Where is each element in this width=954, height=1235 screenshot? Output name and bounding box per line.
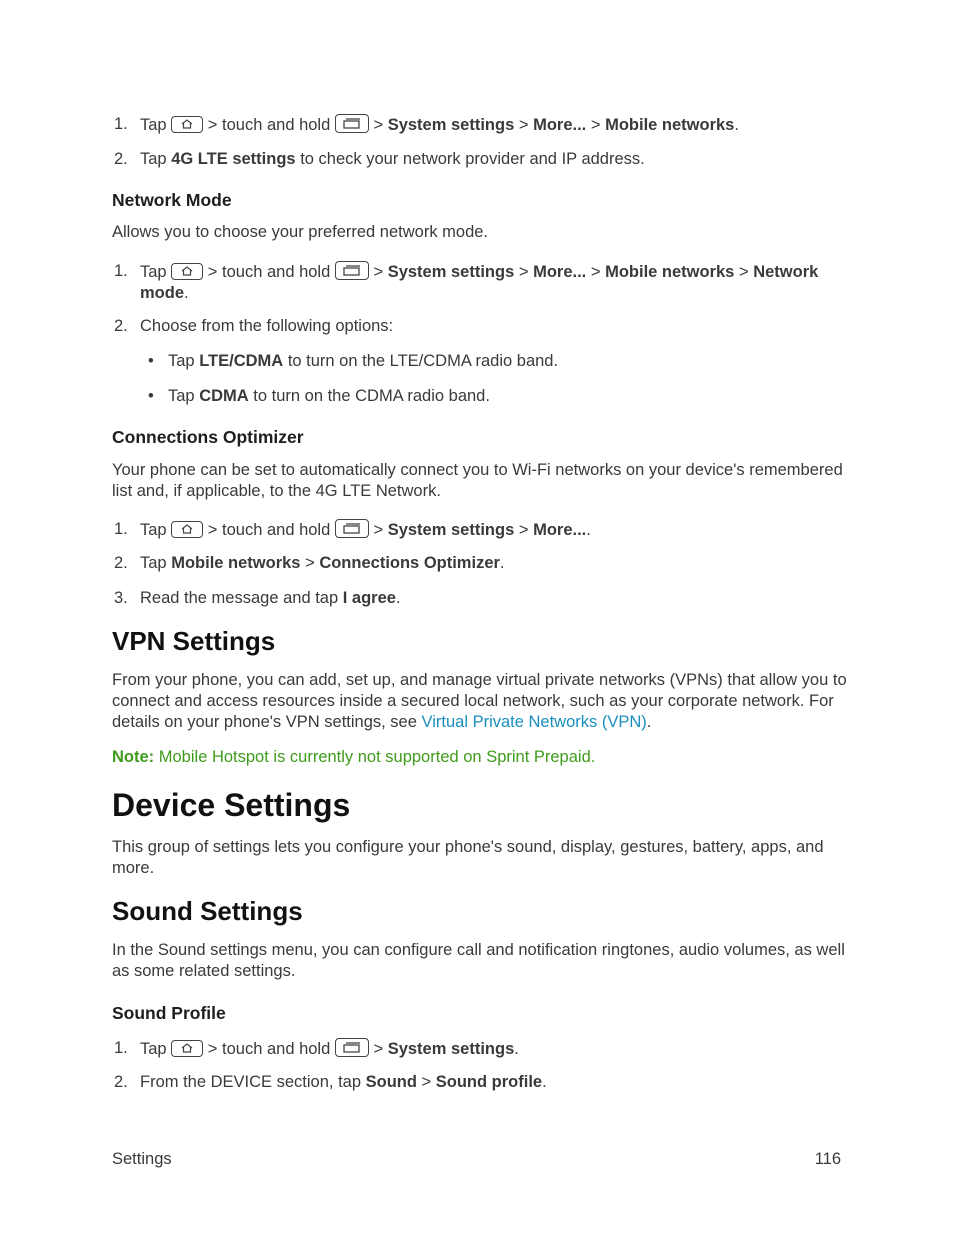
menu-path-4g-lte-settings: 4G LTE settings <box>171 150 296 168</box>
section-heading-sound-profile: Sound Profile <box>112 1003 226 1023</box>
section-heading-network-mode: Network Mode <box>112 190 232 210</box>
separator: > <box>373 1040 384 1058</box>
punctuation: . <box>542 1073 547 1091</box>
bullet-icon: • <box>148 387 154 405</box>
step-text: > touch and hold <box>207 263 331 281</box>
punctuation: . <box>734 116 739 134</box>
list-item <box>112 316 852 337</box>
recent-apps-icon <box>335 1038 369 1057</box>
paragraph: Your phone can be set to automatically connect you to Wi-Fi networks on your device's remembered list and, if applicable, to the 4G LTE Network. <box>112 461 843 500</box>
list-item <box>112 1038 852 1060</box>
separator: > <box>738 263 749 281</box>
bullet-item <box>148 386 848 407</box>
menu-path-system-settings: System settings <box>387 116 515 134</box>
step-text: Tap <box>168 352 195 370</box>
separator: > <box>518 116 529 134</box>
separator: > <box>518 521 529 539</box>
section-heading-connections-optimizer: Connections Optimizer <box>112 427 304 447</box>
separator: > <box>373 521 384 539</box>
section-heading-sound-settings: Sound Settings <box>112 896 303 926</box>
step-text: From the DEVICE section, tap <box>140 1073 362 1091</box>
list-item <box>112 588 852 609</box>
list-item <box>112 114 852 136</box>
recent-apps-icon <box>335 261 369 280</box>
separator: > <box>590 116 601 134</box>
vpn-link[interactable]: Virtual Private Networks (VPN) <box>421 713 647 731</box>
step-number: 2. <box>114 150 128 168</box>
paragraph: This group of settings lets you configure your phone's sound, display, gestures, battery, apps, and more. <box>112 838 824 877</box>
menu-path-mobile-networks: Mobile networks <box>171 554 301 572</box>
step-number: 2. <box>114 317 128 335</box>
paragraph: Allows you to choose your preferred network mode. <box>112 223 489 241</box>
list-item <box>112 261 852 304</box>
option-cdma: CDMA <box>199 387 249 405</box>
list-item <box>112 1072 852 1093</box>
step-text: Tap <box>140 263 167 281</box>
step-text: Tap <box>140 554 167 572</box>
page-heading-device-settings: Device Settings <box>112 787 351 823</box>
home-icon <box>171 263 203 280</box>
step-text: to turn on the CDMA radio band. <box>253 387 490 405</box>
bullet-item <box>148 351 848 372</box>
bullet-icon: • <box>148 352 154 370</box>
list-item <box>112 519 852 541</box>
step-text: > touch and hold <box>207 521 331 539</box>
step-text: to turn on the LTE/CDMA radio band. <box>287 352 559 370</box>
step-text: Tap <box>140 116 167 134</box>
menu-path-connections-optimizer: Connections Optimizer <box>319 554 500 572</box>
menu-path-more: More... <box>533 263 587 281</box>
step-number: 1. <box>114 262 128 280</box>
note-text: Mobile Hotspot is currently not supported on Sprint Prepaid. <box>158 748 596 766</box>
menu-path-system-settings: System settings <box>387 1040 515 1058</box>
recent-apps-icon <box>335 519 369 538</box>
separator: > <box>421 1073 432 1091</box>
footer-page-number: 116 <box>814 1150 841 1168</box>
menu-path-more: More... <box>533 521 587 539</box>
step-number: 2. <box>114 1073 128 1091</box>
menu-path-mobile-networks: Mobile networks <box>605 263 735 281</box>
separator: > <box>518 263 529 281</box>
punctuation: . <box>646 713 652 731</box>
list-item <box>112 553 852 574</box>
menu-path-system-settings: System settings <box>387 263 515 281</box>
step-text: > touch and hold <box>207 116 331 134</box>
menu-path-system-settings: System settings <box>387 521 515 539</box>
step-number: 1. <box>114 520 128 538</box>
step-text: Tap <box>140 1040 167 1058</box>
list-item <box>112 149 852 170</box>
recent-apps-icon <box>335 114 369 133</box>
punctuation: . <box>514 1040 519 1058</box>
separator: > <box>373 116 384 134</box>
step-text: to check your network provider and IP address. <box>300 150 645 168</box>
menu-path-more: More... <box>533 116 587 134</box>
step-number: 1. <box>114 115 128 133</box>
option-lte-cdma: LTE/CDMA <box>199 352 284 370</box>
section-heading-vpn-settings: VPN Settings <box>112 626 276 656</box>
menu-path-network-mode: Network mode <box>140 263 819 302</box>
step-text: Read the message and tap <box>140 589 339 607</box>
separator: > <box>373 263 384 281</box>
home-icon <box>171 521 203 538</box>
home-icon <box>171 1040 203 1057</box>
footer-section-name: Settings <box>112 1150 172 1168</box>
step-number: 3. <box>114 589 128 607</box>
paragraph <box>112 670 852 733</box>
step-text: Tap <box>140 150 167 168</box>
step-text: > touch and hold <box>207 1040 331 1058</box>
note-label: Note: <box>112 748 155 766</box>
paragraph-text: From your phone, you can add, set up, and manage virtual private networks (VPNs) that allow you to connect and access resources inside a secured local network, such as your corporate network. For details on your phone's VPN settings, see <box>112 671 847 731</box>
step-number: 1. <box>114 1039 128 1057</box>
step-text: Tap <box>140 521 167 539</box>
punctuation: . <box>586 521 591 539</box>
separator: > <box>590 263 601 281</box>
home-icon <box>171 116 203 133</box>
menu-path-sound-profile: Sound profile <box>435 1073 543 1091</box>
note <box>112 747 852 768</box>
punctuation: . <box>184 284 189 302</box>
step-text: Choose from the following options: <box>140 317 394 335</box>
menu-path-mobile-networks: Mobile networks <box>605 116 735 134</box>
menu-path-sound: Sound <box>365 1073 417 1091</box>
step-number: 2. <box>114 554 128 572</box>
menu-path-i-agree: I agree <box>342 589 396 607</box>
step-text: Tap <box>168 387 195 405</box>
separator: > <box>305 554 315 572</box>
punctuation: . <box>395 589 401 607</box>
punctuation: . <box>499 554 505 572</box>
paragraph: In the Sound settings menu, you can configure call and notification ringtones, audio volumes, as well as some related settings. <box>112 941 845 980</box>
